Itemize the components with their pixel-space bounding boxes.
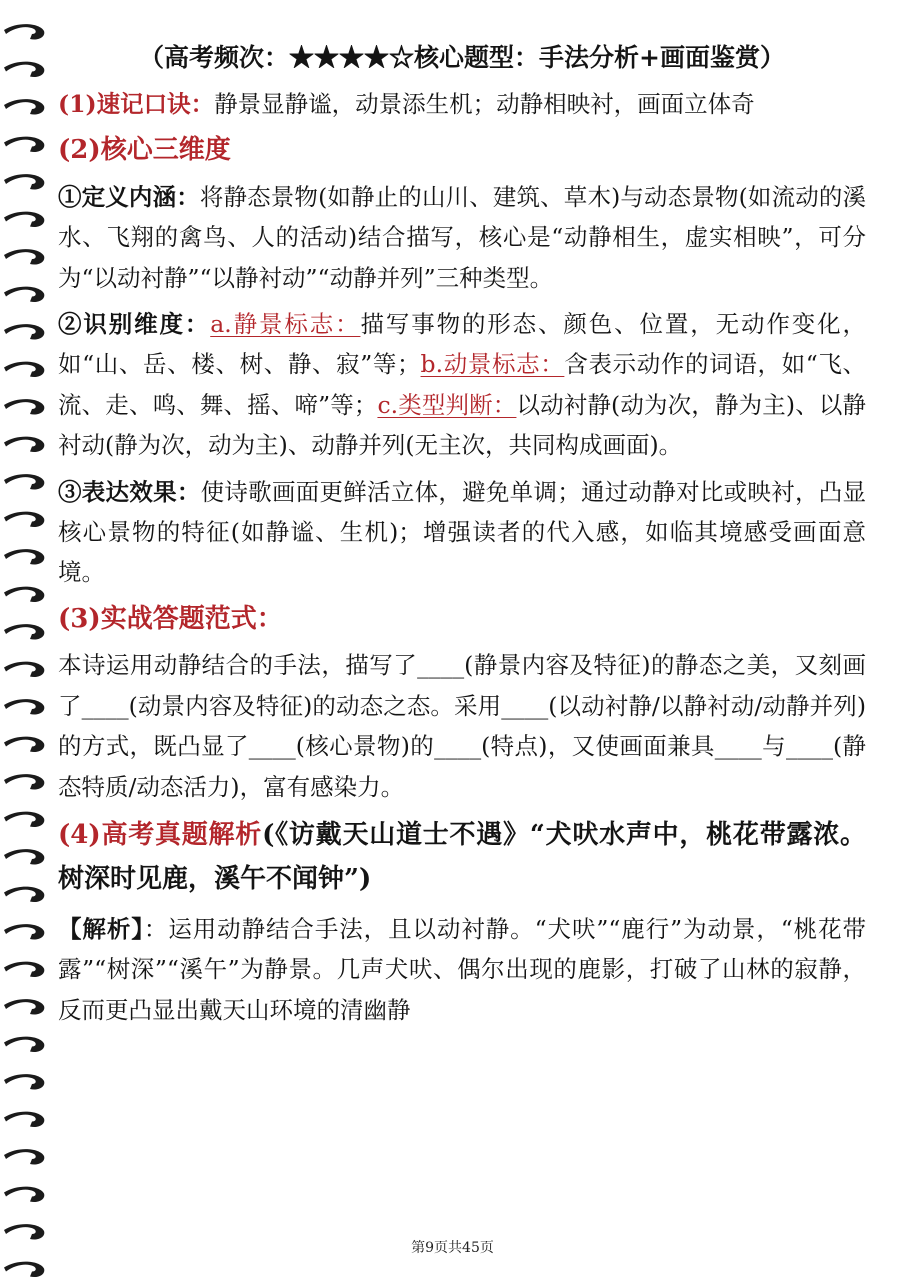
spiral-ring (4, 887, 44, 902)
spiral-ring (4, 62, 44, 77)
analysis-text: ：运用动静结合手法，且以动衬静。“犬吠”“鹿行”为动景，“桃花带露”“树深”“溪午”为静景。几声犬吠、偶尔出现的鹿影，打破了山林的寂静，反而更凸显出戴天山环境的清幽静 (58, 914, 866, 1024)
spiral-ring (4, 812, 44, 827)
page-content (58, 38, 866, 1036)
spiral-ring (4, 849, 44, 864)
page-title: （高考频次：★★★★☆核心题型：手法分析+画面鉴赏） (139, 43, 785, 72)
definition-text: 将静态景物(如静止的山川、建筑、草木)与动态景物(如流动的溪水、飞翔的禽鸟、人的活动)结合描写，核心是“动静相生，虚实相映”，可分为“以动衬静”“以静衬动”“动静并列”三种类型。 (58, 182, 866, 292)
section-heading-dimensions: (2)核心三维度 (58, 135, 231, 166)
spiral-ring (4, 437, 44, 452)
spiral-ring (4, 774, 44, 789)
analysis-label: 【解析】 (58, 914, 144, 943)
spiral-ring (4, 24, 44, 39)
definition-paragraph (58, 177, 866, 298)
dynamic-marker-text: 含表示动作的词语，如“飞、流、走、鸣、舞、摇、啼”等； (58, 350, 867, 419)
spiral-ring (4, 1074, 44, 1089)
identify-label: ②识别维度： (58, 310, 211, 339)
spiral-ring (4, 924, 44, 939)
spiral-ring (4, 1037, 44, 1052)
effect-text: 使诗歌画面更鲜活立体，避免单调；通过动静对比或映衬，凸显核心景物的特征(如静谧、生机)；增强读者的代入感，如临其境感受画面意境。 (58, 477, 867, 587)
spiral-ring (4, 137, 44, 152)
spiral-ring (4, 1112, 44, 1127)
static-marker-text: 描写事物的形态、颜色、位置，无动作变化，如“山、岳、楼、树、静、寂”等； (58, 310, 867, 379)
spiral-ring (4, 174, 44, 189)
definition-label: ①定义内涵： (58, 182, 200, 211)
type-judgement-text: 以动衬静(动为次，静为主)、以静衬动(静为次，动为主)、动静并列(无主次，共同构成画面)。 (58, 390, 866, 460)
identify-paragraph (58, 304, 866, 466)
exam-analysis-heading: (4)高考真题解析 (58, 819, 263, 850)
spiral-ring (4, 474, 44, 489)
dynamic-marker-label: b.动景标志： (420, 350, 565, 379)
section-heading-exam-analysis (58, 813, 866, 901)
spiral-ring (4, 587, 44, 602)
spiral-ring (4, 99, 44, 114)
spiral-ring (4, 624, 44, 639)
effect-label: ③表达效果： (58, 477, 201, 506)
analysis-paragraph (58, 909, 866, 1030)
effect-paragraph (58, 472, 866, 593)
page-footer: 第9页共45页 (411, 1240, 494, 1256)
spiral-ring (4, 399, 44, 414)
answer-template-text: 本诗运用动静结合的手法，描写了____(静景内容及特征)的静态之美，又刻画了____(动景内容及特征)的动态之态。采用____(以动衬静/以静衬动/动静并列)的方式，既凸显了____(核心景物)的____(特点)，又使画面兼具____与____(静态特质/动态活力)，富有感染力。 (58, 651, 866, 801)
spiral-ring (4, 662, 44, 677)
spiral-ring (4, 287, 44, 302)
mnemonic-text: 静景显静谧，动景添生机；动静相映衬，画面立体奇 (214, 90, 755, 118)
spiral-ring (4, 1262, 44, 1277)
notebook-spiral-binding (0, 0, 60, 1280)
spiral-ring (4, 1149, 44, 1164)
static-marker-label: a.静景标志： (210, 310, 361, 339)
section-mnemonic (58, 84, 866, 124)
spiral-ring (4, 324, 44, 339)
section-heading-answer-template: (3)实战答题范式： (58, 603, 283, 634)
spiral-ring (4, 249, 44, 264)
poem-citation: (《访戴天山道士不遇》“犬吠水声中，桃花带露浓。树深时见鹿，溪午不闻钟”) (58, 819, 866, 894)
spiral-ring (4, 212, 44, 227)
spiral-ring (4, 362, 44, 377)
spiral-ring (4, 1187, 44, 1202)
spiral-ring (4, 699, 44, 714)
spiral-ring (4, 999, 44, 1014)
spiral-ring (4, 962, 44, 977)
spiral-ring (4, 549, 44, 564)
spiral-ring (4, 737, 44, 752)
type-judgement-label: c.类型判断： (377, 390, 517, 419)
spiral-ring (4, 512, 44, 527)
mnemonic-label: (1)速记口诀： (58, 90, 215, 118)
